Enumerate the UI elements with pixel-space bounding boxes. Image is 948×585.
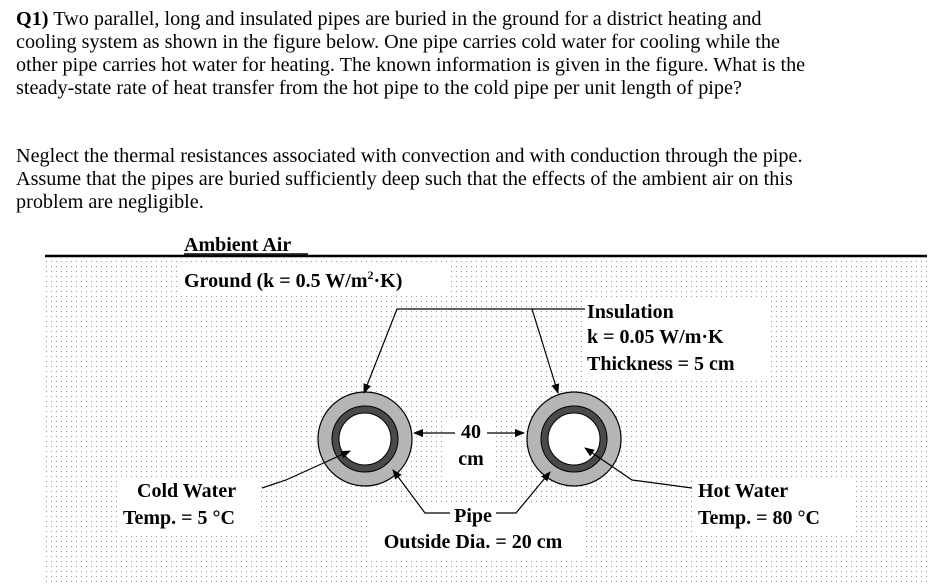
question-line-1: Q1) Two parallel, long and insulated pipes are buried in the ground for a district heating and	[16, 8, 762, 30]
question-line-3: other pipe carries hot water for heating. The known information is given in the figure. What is the	[16, 54, 806, 76]
question-label: Q1)	[16, 8, 49, 30]
question-line-4: steady-state rate of heat transfer from the hot pipe to the cold pipe per unit length of pipe?	[16, 77, 742, 99]
assumption-line-3: problem are negligible.	[16, 191, 204, 213]
ground-label: Ground (k = 0.5 $W/m^2\cdot K$)	[184, 268, 403, 292]
ambient-air-label: Ambient Air	[184, 234, 292, 256]
assumption-line-1: Neglect the thermal resistances associated with convection and with conduction through the pipe.	[16, 145, 803, 167]
cold-pipe	[318, 392, 412, 486]
insulation-thickness: Thickness = 5 cm	[587, 353, 735, 375]
insulation-conductivity: k = 0.05 W/m·K	[587, 326, 724, 348]
spacing-unit: cm	[458, 448, 484, 470]
question-line-2: cooling system as shown in the figure below. One pipe carries cold water for cooling while the	[16, 31, 780, 53]
cold-pipe-bore	[339, 413, 391, 465]
hot-pipe-bore	[548, 413, 600, 465]
pipe-diameter-label: Outside Dia. = 20 cm	[383, 531, 563, 553]
cold-water-label: Cold Water	[137, 480, 237, 502]
hot-pipe	[527, 392, 621, 486]
pipe-label: Pipe	[454, 505, 492, 527]
hot-water-label: Hot Water	[698, 480, 789, 502]
ground-label-superscript: 2	[367, 268, 374, 282]
spacing-value: 40	[461, 421, 481, 443]
assumption-line-2: Assume that the pipes are buried sufficiently deep such that the effects of the ambient air on this	[16, 168, 793, 190]
hot-water-temp: Temp. = 80 °C	[698, 507, 821, 529]
cold-water-temp: Temp. = 5 °C	[123, 507, 236, 529]
insulation-title: Insulation	[587, 301, 674, 323]
